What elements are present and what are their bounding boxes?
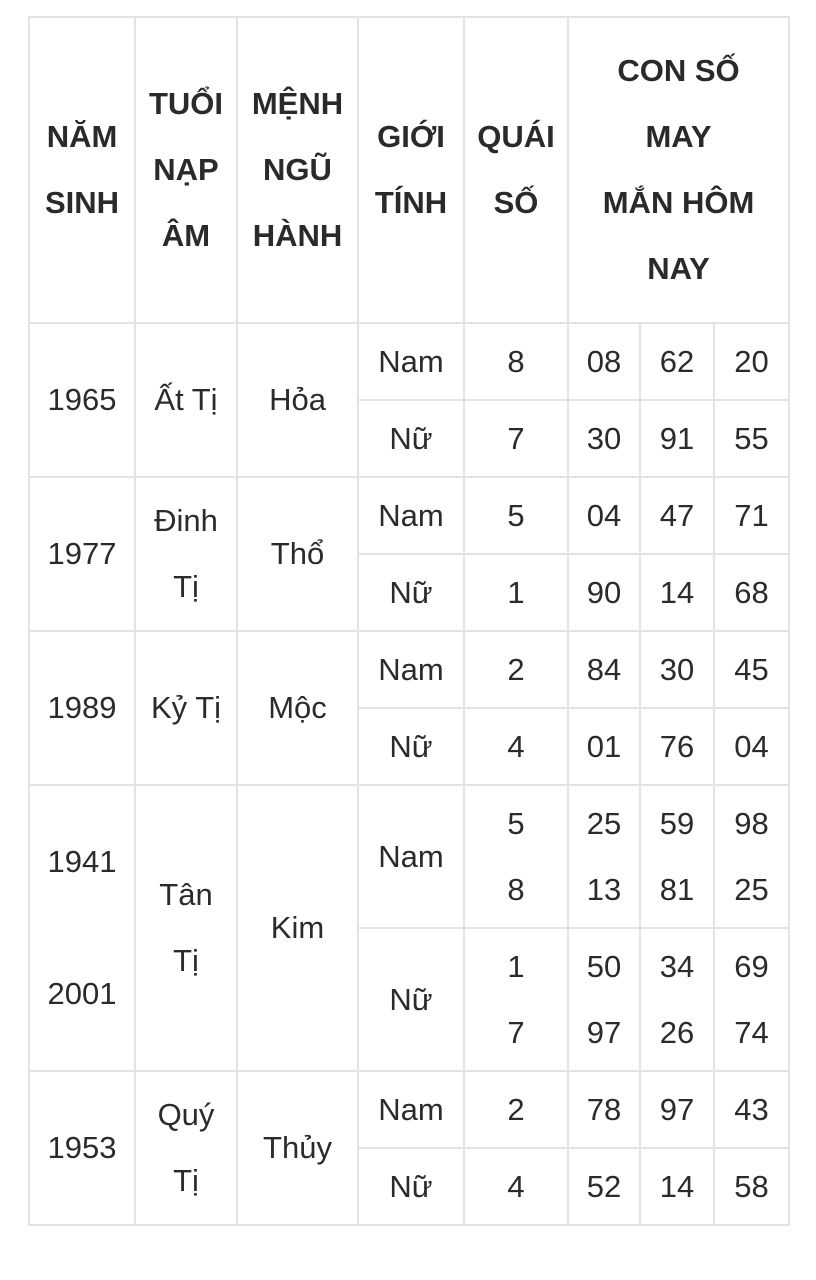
lucky-number-cell xyxy=(640,554,714,631)
lucky-number-cell xyxy=(714,400,789,477)
lucky-number-cell-line: 76 xyxy=(659,728,695,764)
nap-am-cell-line: Tân xyxy=(159,877,213,912)
table-row xyxy=(29,323,789,400)
element-cell: Thủy xyxy=(237,1071,358,1225)
quai-so-cell xyxy=(464,323,568,400)
table-row xyxy=(29,1071,789,1148)
quai-so-cell-line: 8 xyxy=(507,343,525,379)
lucky-number-cell xyxy=(714,1071,789,1148)
lucky-number-cell xyxy=(714,477,789,554)
lucky-number-cell xyxy=(568,928,640,1071)
quai-so-cell-line: 5 xyxy=(507,805,525,841)
header-nap-am: TUỔI NẠP ÂM xyxy=(135,17,237,323)
table-row xyxy=(29,477,789,554)
birth-year-cell xyxy=(29,785,135,1071)
quai-so-cell xyxy=(464,477,568,554)
lucky-number-cell-line: 14 xyxy=(659,1168,695,1204)
lucky-number-cell xyxy=(714,928,789,1071)
lucky-number-cell xyxy=(714,554,789,631)
lucky-number-cell xyxy=(714,631,789,708)
gender-cell: Nam xyxy=(358,631,464,708)
lucky-number-cell-line: 69 xyxy=(734,948,769,984)
quai-so-cell xyxy=(464,785,568,928)
header-lucky-numbers: CON SỐ MAY MẮN HÔM NAY xyxy=(568,17,789,323)
birth-year-cell xyxy=(29,1071,135,1225)
lucky-number-cell-line: 08 xyxy=(586,343,622,379)
birth-year-cell xyxy=(29,477,135,631)
birth-year-cell-line: 2001 xyxy=(47,976,117,1011)
quai-so-cell-line: 5 xyxy=(507,497,525,533)
birth-year-cell xyxy=(29,631,135,785)
gender-cell: Nữ xyxy=(358,400,464,477)
lucky-number-cell xyxy=(714,708,789,785)
gender-cell: Nữ xyxy=(358,928,464,1071)
lucky-number-cell-line: 20 xyxy=(734,343,769,379)
quai-so-cell xyxy=(464,631,568,708)
lucky-number-cell-line: 14 xyxy=(659,574,695,610)
quai-so-cell-line: 1 xyxy=(507,948,525,984)
lucky-number-table xyxy=(28,16,790,1226)
nap-am-cell-line: Tị xyxy=(173,1163,199,1198)
lucky-number-cell xyxy=(640,928,714,1071)
lucky-number-cell-line: 26 xyxy=(659,1014,695,1050)
lucky-number-cell-line: 55 xyxy=(734,420,769,456)
quai-so-cell xyxy=(464,1148,568,1225)
quai-so-cell-line: 4 xyxy=(507,728,525,764)
birth-year-cell-line: 1977 xyxy=(47,536,117,571)
quai-so-cell xyxy=(464,554,568,631)
nap-am-cell xyxy=(135,323,237,477)
lucky-number-cell xyxy=(568,477,640,554)
lucky-number-cell-line: 90 xyxy=(586,574,622,610)
element-cell: Kim xyxy=(237,785,358,1071)
lucky-number-cell xyxy=(568,708,640,785)
nap-am-cell-line: Quý xyxy=(157,1097,215,1132)
lucky-number-cell-line: 97 xyxy=(586,1014,622,1050)
element-cell: Hỏa xyxy=(237,323,358,477)
header-element: MỆNH NGŨ HÀNH xyxy=(237,17,358,323)
table-row xyxy=(29,785,789,928)
nap-am-cell-line: Tị xyxy=(173,943,199,978)
gender-cell: Nữ xyxy=(358,1148,464,1225)
lucky-number-cell-line: 01 xyxy=(586,728,622,764)
lucky-number-cell-line: 30 xyxy=(659,651,695,687)
nap-am-cell xyxy=(135,785,237,1071)
quai-so-cell xyxy=(464,400,568,477)
lucky-number-cell xyxy=(568,323,640,400)
nap-am-cell-line: Ất Tị xyxy=(154,382,218,417)
nap-am-cell xyxy=(135,1071,237,1225)
header-quai-so: QUÁI SỐ xyxy=(464,17,568,323)
birth-year-cell-line: 1965 xyxy=(47,382,117,417)
lucky-number-cell xyxy=(640,400,714,477)
lucky-number-cell xyxy=(640,785,714,928)
lucky-number-cell-line: 78 xyxy=(586,1091,622,1127)
lucky-number-cell xyxy=(568,631,640,708)
gender-cell: Nữ xyxy=(358,554,464,631)
lucky-number-cell-line: 13 xyxy=(586,871,622,907)
lucky-number-cell-line: 25 xyxy=(734,871,769,907)
quai-so-cell-line: 7 xyxy=(507,420,525,456)
quai-so-cell-line: 7 xyxy=(507,1014,525,1050)
lucky-number-cell-line: 81 xyxy=(659,871,695,907)
lucky-number-cell-line: 58 xyxy=(734,1168,769,1204)
birth-year-cell-line: 1941 xyxy=(47,844,117,879)
lucky-number-cell-line: 98 xyxy=(734,805,769,841)
gender-cell: Nam xyxy=(358,1071,464,1148)
lucky-number-cell-line: 62 xyxy=(659,343,695,379)
lucky-number-cell-line: 04 xyxy=(734,728,769,764)
table-body xyxy=(29,323,789,1225)
nap-am-cell xyxy=(135,631,237,785)
quai-so-cell xyxy=(464,928,568,1071)
lucky-number-cell xyxy=(640,708,714,785)
lucky-number-cell-line: 84 xyxy=(586,651,622,687)
lucky-number-cell xyxy=(714,323,789,400)
lucky-number-cell xyxy=(640,1148,714,1225)
lucky-number-cell-line: 59 xyxy=(659,805,695,841)
header-gender: GIỚI TÍNH xyxy=(358,17,464,323)
lucky-number-cell xyxy=(714,1148,789,1225)
element-cell: Thổ xyxy=(237,477,358,631)
table-row xyxy=(29,631,789,708)
lucky-number-cell xyxy=(568,1071,640,1148)
quai-so-cell-line: 2 xyxy=(507,1091,525,1127)
lucky-number-cell xyxy=(568,400,640,477)
lucky-number-cell xyxy=(640,323,714,400)
nap-am-cell-line: Tị xyxy=(173,569,199,604)
lucky-number-cell xyxy=(568,785,640,928)
lucky-number-cell-line: 43 xyxy=(734,1091,769,1127)
lucky-number-cell-line: 47 xyxy=(659,497,695,533)
nap-am-cell-line: Đinh xyxy=(154,503,218,538)
lucky-number-cell xyxy=(568,1148,640,1225)
lucky-number-cell-line: 30 xyxy=(586,420,622,456)
lucky-number-cell xyxy=(640,477,714,554)
header-row xyxy=(29,17,789,323)
quai-so-cell-line: 8 xyxy=(507,871,525,907)
lucky-number-cell xyxy=(640,1071,714,1148)
lucky-number-cell-line: 68 xyxy=(734,574,769,610)
quai-so-cell-line: 4 xyxy=(507,1168,525,1204)
gender-cell: Nam xyxy=(358,477,464,554)
lucky-number-cell xyxy=(714,785,789,928)
quai-so-cell xyxy=(464,1071,568,1148)
nap-am-cell xyxy=(135,477,237,631)
gender-cell: Nam xyxy=(358,323,464,400)
lucky-number-cell-line: 34 xyxy=(659,948,695,984)
lucky-number-cell-line: 50 xyxy=(586,948,622,984)
birth-year-cell-line: 1953 xyxy=(47,1130,117,1165)
nap-am-cell-line: Kỷ Tị xyxy=(150,690,222,725)
lucky-number-cell-line: 04 xyxy=(586,497,622,533)
quai-so-cell-line: 2 xyxy=(507,651,525,687)
quai-so-cell xyxy=(464,708,568,785)
quai-so-cell-line: 1 xyxy=(507,574,525,610)
gender-cell: Nam xyxy=(358,785,464,928)
lucky-number-cell-line: 45 xyxy=(734,651,769,687)
birth-year-cell-line: 1989 xyxy=(47,690,117,725)
lucky-number-cell-line: 97 xyxy=(659,1091,695,1127)
lucky-number-cell-line: 52 xyxy=(586,1168,622,1204)
birth-year-cell xyxy=(29,323,135,477)
element-cell: Mộc xyxy=(237,631,358,785)
lucky-number-cell xyxy=(568,554,640,631)
lucky-number-cell xyxy=(640,631,714,708)
header-birth-year: NĂM SINH xyxy=(29,17,135,323)
lucky-number-cell-line: 71 xyxy=(734,497,769,533)
lucky-number-cell-line: 74 xyxy=(734,1014,769,1050)
lucky-number-cell-line: 25 xyxy=(586,805,622,841)
gender-cell: Nữ xyxy=(358,708,464,785)
lucky-number-cell-line: 91 xyxy=(659,420,695,456)
